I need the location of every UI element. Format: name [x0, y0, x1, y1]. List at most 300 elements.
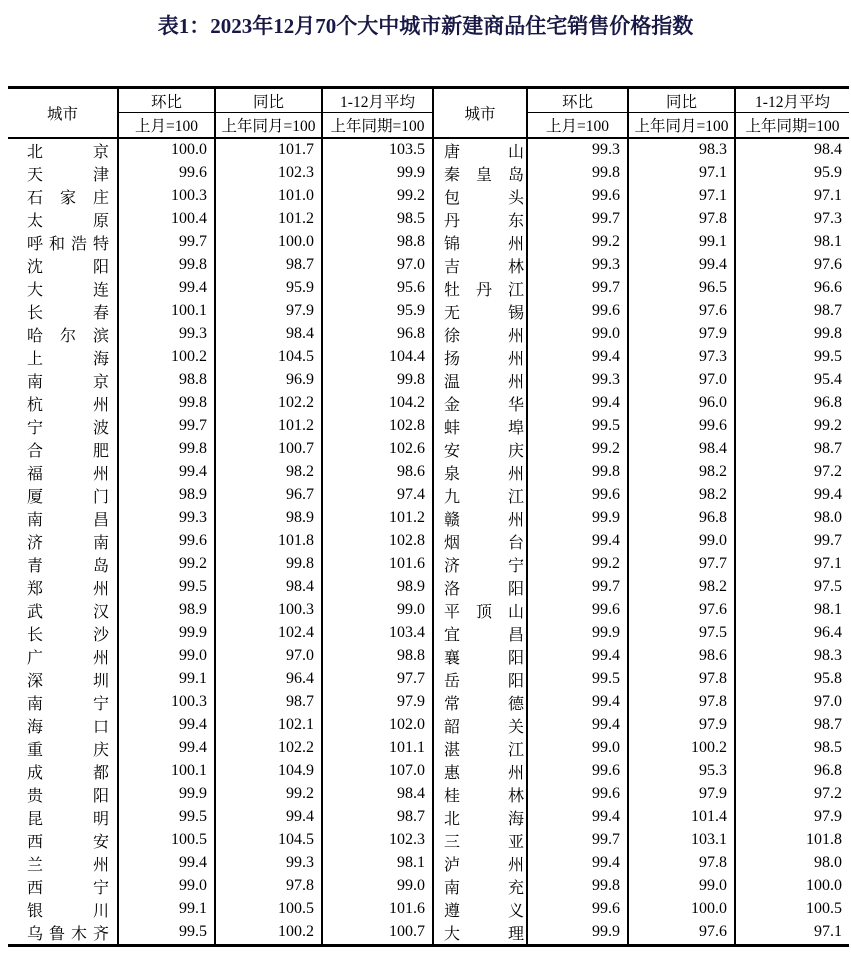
city-name: 三亚: [444, 833, 524, 851]
mom-value-cell: 99.4: [118, 714, 215, 737]
city-cell: [8, 599, 118, 622]
city-name: 西安: [27, 833, 109, 851]
yoy-value-cell: 102.2: [215, 737, 322, 760]
yoy-value-cell: 97.8: [628, 668, 735, 691]
mom-value-cell: 99.6: [527, 599, 628, 622]
avg-value-cell: 97.3: [814, 210, 842, 227]
mom-value-cell: 99.7: [527, 208, 628, 231]
header-city-left: 城市: [8, 88, 118, 138]
yoy-value-cell: 95.3: [628, 760, 735, 783]
table-row: [8, 392, 849, 415]
avg-value-cell: 98.7: [814, 302, 842, 319]
city-cell: [433, 829, 527, 852]
city-name: 安庆: [444, 442, 524, 460]
city-cell: [433, 530, 527, 553]
avg-value-cell: 99.2: [814, 417, 842, 434]
mom-value-cell: 99.5: [527, 668, 628, 691]
city-name: 深圳: [27, 672, 109, 690]
avg-value-cell: 98.5: [322, 208, 433, 231]
mom-value-cell: 99.0: [527, 737, 628, 760]
yoy-value-cell: 97.6: [628, 599, 735, 622]
table-row: [8, 415, 849, 438]
table-row: [8, 829, 849, 852]
avg-value-cell: 97.2: [814, 463, 842, 480]
yoy-value-cell: 97.7: [628, 553, 735, 576]
table-row: [8, 645, 849, 668]
avg-value-cell: 98.5: [814, 739, 842, 756]
city-cell: [8, 162, 118, 185]
yoy-value-cell: 99.4: [215, 806, 322, 829]
yoy-value-cell: 100.2: [628, 737, 735, 760]
city-name: 锦州: [444, 235, 524, 253]
header-row-bases: [8, 113, 849, 138]
city-cell: [433, 553, 527, 576]
mom-value-cell: 100.3: [118, 185, 215, 208]
mom-value-cell: 99.6: [527, 898, 628, 921]
city-cell: [8, 645, 118, 668]
city-cell: [8, 852, 118, 875]
city-cell: [433, 231, 527, 254]
city-cell: [8, 300, 118, 323]
mom-value-cell: 99.8: [118, 254, 215, 277]
city-name: 福州: [27, 465, 109, 483]
header-yoy-right: 同比: [628, 88, 735, 113]
city-cell: [8, 806, 118, 829]
mom-value-cell: 98.8: [118, 369, 215, 392]
city-name: 济宁: [444, 557, 524, 575]
avg-value-cell: 97.7: [322, 668, 433, 691]
city-cell: [433, 507, 527, 530]
city-name: 呼和浩特: [27, 235, 109, 253]
yoy-value-cell: 97.8: [628, 852, 735, 875]
avg-value-cell: 101.6: [322, 898, 433, 921]
yoy-value-cell: 97.0: [628, 369, 735, 392]
avg-value-cell: 96.8: [322, 323, 433, 346]
table-row: [8, 300, 849, 323]
avg-value-cell: 97.1: [814, 923, 842, 940]
table-row: [8, 806, 849, 829]
city-cell: [8, 898, 118, 921]
header-mom-base-right: 上月=100: [527, 113, 628, 138]
mom-value-cell: 99.5: [118, 806, 215, 829]
yoy-value-cell: 99.1: [628, 231, 735, 254]
mom-value-cell: 99.6: [118, 162, 215, 185]
city-name: 贵阳: [27, 787, 109, 805]
avg-value-cell: 95.4: [814, 371, 842, 388]
city-name: 郑州: [27, 580, 109, 598]
yoy-value-cell: 98.2: [215, 461, 322, 484]
avg-value-cell: 98.4: [814, 141, 842, 158]
yoy-value-cell: 103.1: [628, 829, 735, 852]
yoy-value-cell: 96.5: [628, 277, 735, 300]
avg-value-cell: 98.8: [322, 231, 433, 254]
mom-value-cell: 99.7: [118, 231, 215, 254]
city-name: 秦皇岛: [444, 166, 524, 184]
yoy-value-cell: 96.4: [215, 668, 322, 691]
avg-value-cell: 97.2: [814, 785, 842, 802]
avg-value-cell: 101.2: [322, 507, 433, 530]
table-row: [8, 875, 849, 898]
city-name: 南充: [444, 879, 524, 897]
avg-value-cell: 97.0: [322, 254, 433, 277]
mom-value-cell: 100.4: [118, 208, 215, 231]
avg-value-cell: 95.6: [322, 277, 433, 300]
yoy-value-cell: 99.4: [628, 254, 735, 277]
table-row: [8, 346, 849, 369]
avg-value-cell: 102.0: [322, 714, 433, 737]
mom-value-cell: 99.8: [118, 392, 215, 415]
city-name: 青岛: [27, 557, 109, 575]
city-name: 襄阳: [444, 649, 524, 667]
mom-value-cell: 99.0: [527, 323, 628, 346]
city-name: 厦门: [27, 488, 109, 506]
city-cell: [8, 323, 118, 346]
mom-value-cell: 99.9: [527, 622, 628, 645]
mom-value-cell: 99.0: [118, 875, 215, 898]
city-cell: [433, 392, 527, 415]
table-row: [8, 599, 849, 622]
city-cell: [8, 737, 118, 760]
city-cell: [8, 576, 118, 599]
yoy-value-cell: 101.4: [628, 806, 735, 829]
avg-value-cell: 99.8: [322, 369, 433, 392]
table-header: [8, 88, 849, 138]
avg-value-cell: 96.8: [814, 394, 842, 411]
mom-value-cell: 98.9: [118, 484, 215, 507]
yoy-value-cell: 98.4: [215, 576, 322, 599]
mom-value-cell: 99.8: [527, 162, 628, 185]
avg-value-cell: 100.7: [322, 921, 433, 946]
city-cell: [8, 622, 118, 645]
avg-value-cell: 99.8: [814, 325, 842, 342]
table-row: [8, 231, 849, 254]
city-name: 太原: [27, 212, 109, 230]
avg-value-cell: 98.1: [322, 852, 433, 875]
table-row: [8, 737, 849, 760]
city-name: 扬州: [444, 350, 524, 368]
table-row: [8, 622, 849, 645]
mom-value-cell: 99.4: [527, 346, 628, 369]
mom-value-cell: 99.6: [118, 530, 215, 553]
table-row: [8, 783, 849, 806]
city-cell: [8, 185, 118, 208]
yoy-value-cell: 96.9: [215, 369, 322, 392]
city-name: 重庆: [27, 741, 109, 759]
yoy-value-cell: 95.9: [215, 277, 322, 300]
mom-value-cell: 99.6: [527, 484, 628, 507]
mom-value-cell: 100.2: [118, 346, 215, 369]
table-row: [8, 323, 849, 346]
city-cell: [433, 760, 527, 783]
city-cell: [433, 162, 527, 185]
yoy-value-cell: 97.0: [215, 645, 322, 668]
yoy-value-cell: 100.7: [215, 438, 322, 461]
city-name: 银川: [27, 902, 109, 920]
city-cell: [433, 369, 527, 392]
city-name: 赣州: [444, 511, 524, 529]
yoy-value-cell: 98.4: [215, 323, 322, 346]
avg-value-cell: 107.0: [322, 760, 433, 783]
mom-value-cell: 99.9: [527, 921, 628, 946]
table-row: [8, 576, 849, 599]
city-cell: [433, 185, 527, 208]
yoy-value-cell: 99.2: [215, 783, 322, 806]
yoy-value-cell: 98.2: [628, 576, 735, 599]
city-cell: [433, 346, 527, 369]
city-name: 北海: [444, 810, 524, 828]
header-avg-left: 1-12月平均: [322, 88, 433, 113]
mom-value-cell: 99.4: [527, 691, 628, 714]
city-name: 合肥: [27, 442, 109, 460]
city-name: 丹东: [444, 212, 524, 230]
city-name: 烟台: [444, 534, 524, 552]
mom-value-cell: 100.0: [118, 138, 215, 162]
mom-value-cell: 99.2: [118, 553, 215, 576]
city-cell: [8, 691, 118, 714]
avg-value-cell: 101.1: [322, 737, 433, 760]
city-cell: [8, 921, 118, 946]
city-cell: [433, 576, 527, 599]
city-name: 蚌埠: [444, 419, 524, 437]
city-cell: [8, 277, 118, 300]
yoy-value-cell: 96.8: [628, 507, 735, 530]
city-cell: [8, 138, 118, 162]
mom-value-cell: 100.3: [118, 691, 215, 714]
avg-value-cell: 98.0: [814, 509, 842, 526]
table-row: [8, 507, 849, 530]
avg-value-cell: 98.1: [814, 233, 842, 250]
mom-value-cell: 99.4: [527, 714, 628, 737]
city-name: 沈阳: [27, 258, 109, 276]
avg-value-cell: 102.8: [322, 530, 433, 553]
yoy-value-cell: 98.9: [215, 507, 322, 530]
city-cell: [433, 691, 527, 714]
city-cell: [8, 461, 118, 484]
city-cell: [433, 875, 527, 898]
avg-value-cell: 99.4: [814, 486, 842, 503]
yoy-value-cell: 101.2: [215, 208, 322, 231]
city-name: 韶关: [444, 718, 524, 736]
mom-value-cell: 99.1: [118, 898, 215, 921]
table-row: [8, 553, 849, 576]
avg-value-cell: 98.7: [814, 716, 842, 733]
city-name: 岳阳: [444, 672, 524, 690]
city-name: 长沙: [27, 626, 109, 644]
mom-value-cell: 99.5: [527, 415, 628, 438]
city-cell: [433, 737, 527, 760]
mom-value-cell: 99.3: [118, 323, 215, 346]
mom-value-cell: 99.3: [527, 138, 628, 162]
city-cell: [433, 438, 527, 461]
yoy-value-cell: 97.3: [628, 346, 735, 369]
city-cell: [433, 254, 527, 277]
avg-value-cell: 97.1: [814, 555, 842, 572]
yoy-value-cell: 97.6: [628, 921, 735, 946]
yoy-value-cell: 97.9: [628, 714, 735, 737]
yoy-value-cell: 98.2: [628, 484, 735, 507]
city-cell: [8, 208, 118, 231]
avg-value-cell: 98.3: [814, 647, 842, 664]
avg-value-cell: 99.0: [322, 599, 433, 622]
table-row: [8, 484, 849, 507]
avg-value-cell: 102.3: [322, 829, 433, 852]
mom-value-cell: 99.8: [527, 875, 628, 898]
yoy-value-cell: 99.3: [215, 852, 322, 875]
city-name: 九江: [444, 488, 524, 506]
avg-value-cell: 97.9: [814, 808, 842, 825]
mom-value-cell: 99.9: [118, 622, 215, 645]
avg-value-cell: 96.6: [814, 279, 842, 296]
mom-value-cell: 99.7: [527, 576, 628, 599]
avg-value-cell: 96.4: [814, 624, 842, 641]
yoy-value-cell: 98.6: [628, 645, 735, 668]
yoy-value-cell: 101.0: [215, 185, 322, 208]
city-cell: [8, 346, 118, 369]
table-row: [8, 760, 849, 783]
city-cell: [433, 277, 527, 300]
city-cell: [8, 714, 118, 737]
yoy-value-cell: 97.9: [215, 300, 322, 323]
yoy-value-cell: 102.1: [215, 714, 322, 737]
header-mom-base-left: 上月=100: [118, 113, 215, 138]
yoy-value-cell: 99.8: [215, 553, 322, 576]
table-row: [8, 138, 849, 162]
city-cell: [8, 369, 118, 392]
yoy-value-cell: 97.1: [628, 185, 735, 208]
city-name: 济南: [27, 534, 109, 552]
city-name: 大理: [444, 925, 524, 943]
city-name: 无锡: [444, 304, 524, 322]
city-name: 泉州: [444, 465, 524, 483]
mom-value-cell: 99.4: [527, 852, 628, 875]
yoy-value-cell: 97.8: [628, 691, 735, 714]
mom-value-cell: 99.4: [118, 852, 215, 875]
city-cell: [433, 783, 527, 806]
avg-value-cell: 95.9: [814, 164, 842, 181]
yoy-value-cell: 104.9: [215, 760, 322, 783]
city-cell: [8, 760, 118, 783]
city-cell: [8, 668, 118, 691]
city-cell: [433, 138, 527, 162]
city-name: 南宁: [27, 695, 109, 713]
mom-value-cell: 99.4: [527, 530, 628, 553]
yoy-value-cell: 101.2: [215, 415, 322, 438]
avg-value-cell: 101.8: [806, 831, 842, 848]
city-name: 广州: [27, 649, 109, 667]
table-row: [8, 185, 849, 208]
avg-value-cell: 98.7: [322, 806, 433, 829]
mom-value-cell: 99.6: [527, 783, 628, 806]
table-row: [8, 208, 849, 231]
table-row: [8, 438, 849, 461]
mom-value-cell: 99.1: [118, 668, 215, 691]
city-name: 惠州: [444, 764, 524, 782]
city-cell: [433, 668, 527, 691]
avg-value-cell: 96.8: [814, 762, 842, 779]
city-cell: [433, 323, 527, 346]
city-cell: [8, 254, 118, 277]
city-cell: [433, 415, 527, 438]
city-cell: [433, 622, 527, 645]
yoy-value-cell: 100.0: [215, 231, 322, 254]
mom-value-cell: 99.8: [118, 438, 215, 461]
mom-value-cell: 99.2: [527, 231, 628, 254]
mom-value-cell: 99.6: [527, 300, 628, 323]
city-name: 牡丹江: [444, 281, 524, 299]
avg-value-cell: 97.0: [814, 693, 842, 710]
city-name: 西宁: [27, 879, 109, 897]
mom-value-cell: 100.1: [118, 760, 215, 783]
city-name: 湛江: [444, 741, 524, 759]
table-row: [8, 898, 849, 921]
table-row: [8, 691, 849, 714]
city-name: 唐山: [444, 143, 524, 161]
city-name: 宜昌: [444, 626, 524, 644]
table-title: 表1：2023年12月70个大中城市新建商品住宅销售价格指数: [157, 14, 694, 38]
avg-value-cell: 97.9: [322, 691, 433, 714]
city-name: 常德: [444, 695, 524, 713]
avg-value-cell: 104.4: [322, 346, 433, 369]
mom-value-cell: 99.6: [527, 760, 628, 783]
city-name: 泸州: [444, 856, 524, 874]
city-name: 石家庄: [27, 189, 109, 207]
header-yoy-base-right: 上年同月=100: [628, 113, 735, 138]
yoy-value-cell: 97.8: [628, 208, 735, 231]
city-cell: [8, 783, 118, 806]
header-yoy-left: 同比: [215, 88, 322, 113]
yoy-value-cell: 101.8: [215, 530, 322, 553]
yoy-value-cell: 100.5: [215, 898, 322, 921]
city-name: 武汉: [27, 603, 109, 621]
mom-value-cell: 99.4: [118, 737, 215, 760]
mom-value-cell: 99.0: [118, 645, 215, 668]
yoy-value-cell: 102.4: [215, 622, 322, 645]
mom-value-cell: 99.2: [527, 438, 628, 461]
city-cell: [8, 530, 118, 553]
mom-value-cell: 99.2: [527, 553, 628, 576]
yoy-value-cell: 100.0: [628, 898, 735, 921]
city-name: 平顶山: [444, 603, 524, 621]
city-cell: [8, 829, 118, 852]
mom-value-cell: 99.4: [527, 392, 628, 415]
avg-value-cell: 97.1: [814, 187, 842, 204]
yoy-value-cell: 104.5: [215, 829, 322, 852]
avg-value-cell: 99.2: [322, 185, 433, 208]
city-cell: [433, 714, 527, 737]
avg-value-cell: 98.0: [814, 854, 842, 871]
avg-value-cell: 95.8: [814, 670, 842, 687]
city-name: 海口: [27, 718, 109, 736]
yoy-value-cell: 100.2: [215, 921, 322, 946]
table-row: [8, 530, 849, 553]
avg-value-cell: 100.0: [806, 877, 842, 894]
header-avg-base-left: 上年同期=100: [322, 113, 433, 138]
mom-value-cell: 98.9: [118, 599, 215, 622]
avg-value-cell: 98.6: [322, 461, 433, 484]
yoy-value-cell: 98.2: [628, 461, 735, 484]
city-cell: [8, 415, 118, 438]
header-yoy-base-left: 上年同月=100: [215, 113, 322, 138]
table-row: [8, 852, 849, 875]
city-name: 昆明: [27, 810, 109, 828]
header-mom-left: 环比: [118, 88, 215, 113]
mom-value-cell: 99.9: [118, 783, 215, 806]
yoy-value-cell: 101.7: [215, 138, 322, 162]
city-cell: [433, 921, 527, 946]
avg-value-cell: 95.9: [322, 300, 433, 323]
city-name: 大连: [27, 281, 109, 299]
city-name: 哈尔滨: [27, 327, 109, 345]
